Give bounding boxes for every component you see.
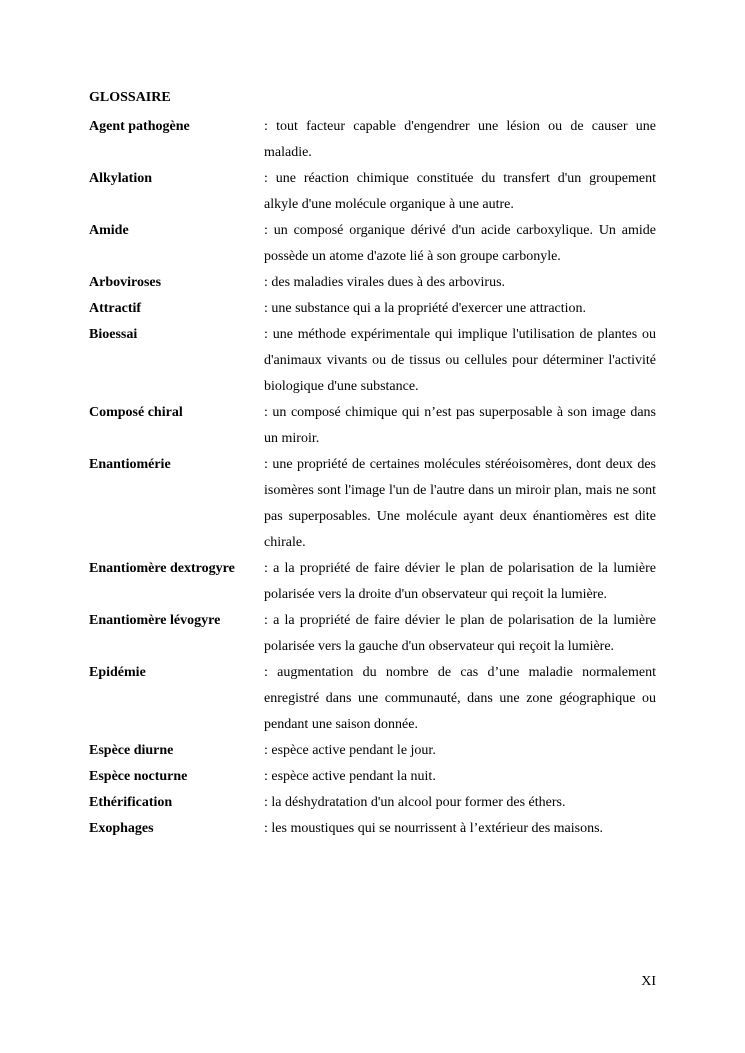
glossary-term: Composé chiral xyxy=(89,405,183,420)
glossary-definition: : une réaction chimique constituée du transfert d'un groupement alkyle d'une molécule organique à une autre. xyxy=(264,171,656,212)
glossary-title: GLOSSAIRE xyxy=(89,90,171,105)
glossary-definition: : des maladies virales dues à des arbovirus. xyxy=(264,275,506,290)
glossary-entry xyxy=(89,270,656,296)
glossary-entry xyxy=(89,556,656,608)
glossary-entry xyxy=(89,608,656,660)
glossary-entry xyxy=(89,114,656,166)
glossary-entry xyxy=(89,660,656,738)
glossary-list xyxy=(89,114,656,842)
glossary-term: Ethérification xyxy=(89,795,173,810)
page-number: XI xyxy=(641,974,656,989)
glossary-definition: : une substance qui a la propriété d'exercer une attraction. xyxy=(264,301,587,316)
glossary-entry xyxy=(89,816,656,842)
glossary-definition: : augmentation du nombre de cas d’une maladie normalement enregistré dans une communauté, dans une zone géographique ou pendant une saison donnée. xyxy=(264,665,656,732)
glossary-definition: : a la propriété de faire dévier le plan de polarisation de la lumière polarisée vers la droite d'un observateur qui reçoit la lumière. xyxy=(264,561,656,602)
glossary-term: Epidémie xyxy=(89,665,146,680)
glossary-definition: : une propriété de certaines molécules stéréoisomères, dont deux des isomères sont l'image l'un de l'autre dans un miroir plan, mais ne sont pas superposables. Une molécule ayant deux énantiomères est dite chirale. xyxy=(264,457,656,550)
glossary-definition: : une méthode expérimentale qui implique l'utilisation de plantes ou d'animaux vivants ou de tissus ou cellules pour déterminer l'activité biologique d'une substance. xyxy=(264,327,656,394)
glossary-definition: : espèce active pendant la nuit. xyxy=(264,769,436,784)
glossary-definition: : espèce active pendant le jour. xyxy=(264,743,436,758)
glossary-entry xyxy=(89,738,656,764)
glossary-definition: : un composé organique dérivé d'un acide carboxylique. Un amide possède un atome d'azote lié à son groupe carbonyle. xyxy=(264,223,656,264)
glossary-entry xyxy=(89,764,656,790)
glossary-term: Bioessai xyxy=(89,327,138,342)
glossary-term: Attractif xyxy=(89,301,142,316)
glossary-term: Espèce nocturne xyxy=(89,769,188,784)
glossary-entry xyxy=(89,218,656,270)
glossary-entry xyxy=(89,400,656,452)
glossary-definition: : un composé chimique qui n’est pas superposable à son image dans un miroir. xyxy=(264,405,656,446)
glossary-entry xyxy=(89,296,656,322)
glossary-term: Exophages xyxy=(89,821,154,836)
glossary-definition: : les moustiques qui se nourrissent à l’extérieur des maisons. xyxy=(264,821,604,836)
glossary-definition: : a la propriété de faire dévier le plan de polarisation de la lumière polarisée vers la gauche d'un observateur qui reçoit la lumière. xyxy=(264,613,656,654)
glossary-term: Enantiomère dextrogyre xyxy=(89,561,235,576)
glossary-definition: : tout facteur capable d'engendrer une lésion ou de causer une maladie. xyxy=(264,119,656,160)
glossary-term: Enantiomère lévogyre xyxy=(89,613,221,628)
glossary-term: Arboviroses xyxy=(89,275,162,290)
glossary-entry xyxy=(89,322,656,400)
glossary-term: Espèce diurne xyxy=(89,743,174,758)
glossary-entry xyxy=(89,452,656,556)
glossary-definition: : la déshydratation d'un alcool pour former des éthers. xyxy=(264,795,566,810)
glossary-term: Agent pathogène xyxy=(89,119,190,134)
glossary-entry xyxy=(89,166,656,218)
glossary-term: Amide xyxy=(89,223,129,238)
glossary-term: Alkylation xyxy=(89,171,153,186)
glossary-entry xyxy=(89,790,656,816)
glossary-term: Enantiomérie xyxy=(89,457,171,472)
